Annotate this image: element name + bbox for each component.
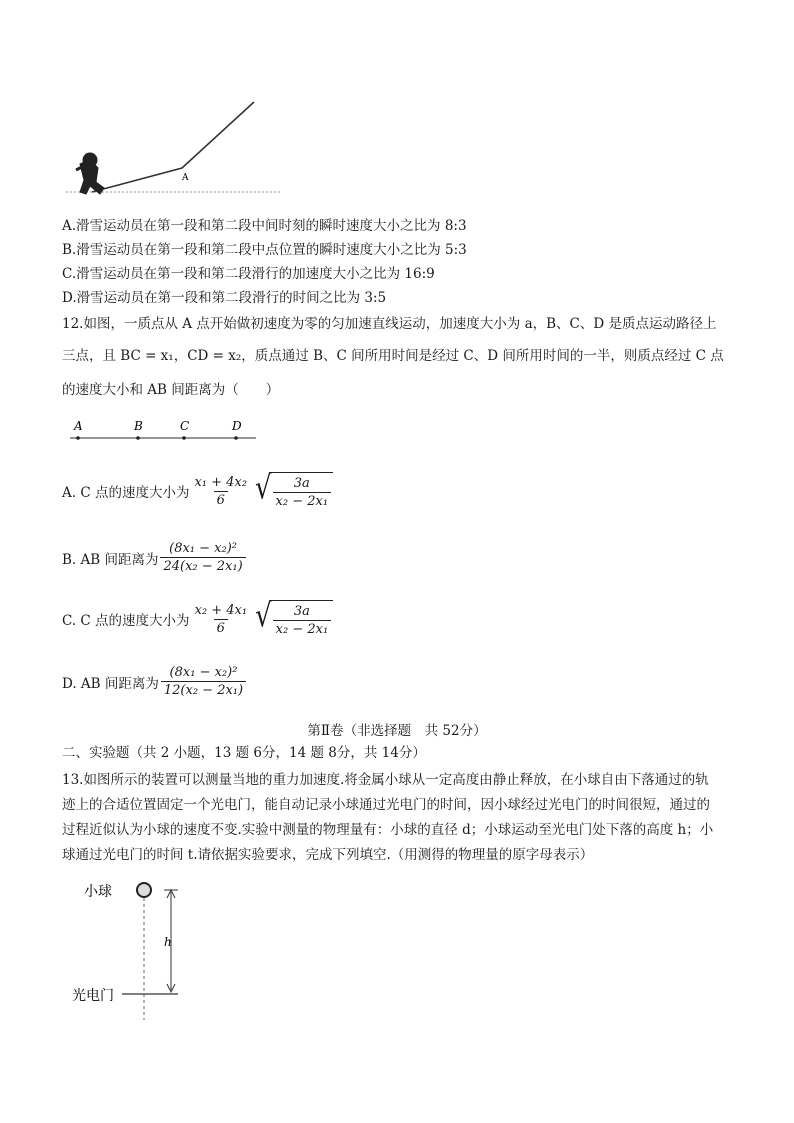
fraction-denominator: 6 bbox=[214, 619, 228, 637]
section-title: 第Ⅱ卷（非选择题 共 52分） bbox=[307, 723, 487, 739]
ball-label: 小球 bbox=[84, 884, 112, 900]
q11-option-a: A.滑雪运动员在第一段和第二段中间时刻的瞬时速度大小之比为 8:3 bbox=[62, 218, 467, 234]
points-line-figure bbox=[66, 416, 266, 446]
sqrt-fraction bbox=[273, 475, 332, 510]
point-b-text: B bbox=[134, 419, 143, 433]
point-d-text: D bbox=[232, 419, 242, 433]
point-d-dot bbox=[234, 436, 238, 440]
q12-option-d bbox=[62, 664, 248, 699]
q12-option-a-fraction bbox=[191, 474, 250, 509]
sqrt-icon: √ bbox=[255, 597, 272, 636]
q12-option-c-fraction bbox=[192, 602, 251, 637]
sqrt-numerator: 3a bbox=[293, 604, 310, 619]
q12-option-b-fraction bbox=[160, 540, 245, 575]
q13-line2: 迹上的合适位置固定一个光电门，能自动记录小球通过光电门的时间，因小球经过光电门的时间很短，通过的 bbox=[62, 797, 710, 813]
point-c-dot bbox=[182, 436, 186, 440]
q12-option-a-prefix: A. C 点的速度大小为 bbox=[62, 485, 190, 501]
point-c-text: C bbox=[180, 419, 190, 433]
q12-option-a-sqrt bbox=[254, 469, 333, 510]
q12-option-d-prefix: D. AB 间距离为 bbox=[62, 675, 159, 692]
q12-option-a bbox=[62, 469, 333, 510]
height-label: h bbox=[164, 935, 172, 949]
fraction-denominator: 24(x₂ − 2x₁) bbox=[160, 557, 245, 575]
slope-line bbox=[92, 102, 254, 192]
point-a-dot bbox=[76, 436, 80, 440]
fraction-denominator: 12(x₂ − 2x₁) bbox=[161, 681, 246, 699]
q12-option-c-sqrt bbox=[255, 597, 333, 638]
q12-line3: 的速度大小和 AB 间距离为（ ） bbox=[62, 382, 280, 398]
point-a-label: A bbox=[182, 173, 189, 183]
q13-line1: 13.如图所示的装置可以测量当地的重力加速度.将金属小球从一定高度由静止释放，在小球自由下落通过的轨 bbox=[62, 772, 709, 788]
fraction-numerator: x₁ + 4x₂ bbox=[194, 474, 247, 490]
sqrt-body bbox=[271, 472, 334, 510]
ball-icon bbox=[137, 883, 151, 897]
sqrt-fraction bbox=[273, 603, 332, 638]
sqrt-body bbox=[271, 600, 334, 638]
fraction-numerator: x₂ + 4x₁ bbox=[194, 602, 248, 618]
q12-option-c bbox=[62, 597, 333, 638]
skier-slope-figure bbox=[66, 100, 286, 200]
photogate-figure bbox=[66, 872, 226, 1022]
q11-option-d: D.滑雪运动员在第一段和第二段滑行的时间之比为 3:5 bbox=[62, 290, 387, 306]
fraction-numerator: (8x₁ − x₂)² bbox=[169, 665, 238, 680]
sqrt-denominator: x₂ − 2x₁ bbox=[273, 620, 332, 638]
q12-option-d-fraction bbox=[161, 664, 246, 699]
sqrt-denominator: x₂ − 2x₁ bbox=[273, 492, 332, 510]
q12-line1: 12.如图，一质点从 A 点开始做初速度为零的匀加速直线运动，加速度大小为 a，B、C、D 是质点运动路径上 bbox=[62, 316, 717, 332]
q12-option-b bbox=[62, 540, 248, 575]
skier-icon bbox=[76, 153, 104, 194]
q12-option-c-prefix: C. C 点的速度大小为 bbox=[62, 613, 190, 629]
point-b-dot bbox=[136, 436, 140, 440]
q11-option-b: B.滑雪运动员在第一段和第二段中点位置的瞬时速度大小之比为 5:3 bbox=[62, 242, 467, 258]
q13-line3: 过程近似认为小球的速度不变.实验中测量的物理量有：小球的直径 d；小球运动至光电门处下落的高度 h；小 bbox=[62, 822, 714, 838]
point-a-text: A bbox=[74, 419, 83, 433]
q13-line4: 球通过光电门的时间 t.请依据实验要求，完成下列填空.（用测得的物理量的原字母表示） bbox=[62, 847, 594, 863]
sqrt-numerator: 3a bbox=[293, 476, 310, 491]
photogate-label: 光电门 bbox=[72, 988, 114, 1004]
q12-option-b-prefix: B. AB 间距离为 bbox=[62, 551, 159, 568]
q11-option-c: C.滑雪运动员在第一段和第二段滑行的加速度大小之比为 16:9 bbox=[62, 266, 435, 282]
sqrt-icon: √ bbox=[254, 469, 272, 508]
fraction-denominator: 6 bbox=[214, 491, 228, 509]
fraction-numerator: (8x₁ − x₂)² bbox=[169, 541, 237, 556]
section-heading: 二、实验题（共 2 小题，13 题 6分，14 题 8分，共 14分） bbox=[62, 745, 426, 761]
q12-line2: 三点，且 BC = x₁，CD = x₂，质点通过 B、C 间所用时间是经过 C、D 间所用时间的一半，则质点经过 C 点 bbox=[62, 348, 724, 364]
